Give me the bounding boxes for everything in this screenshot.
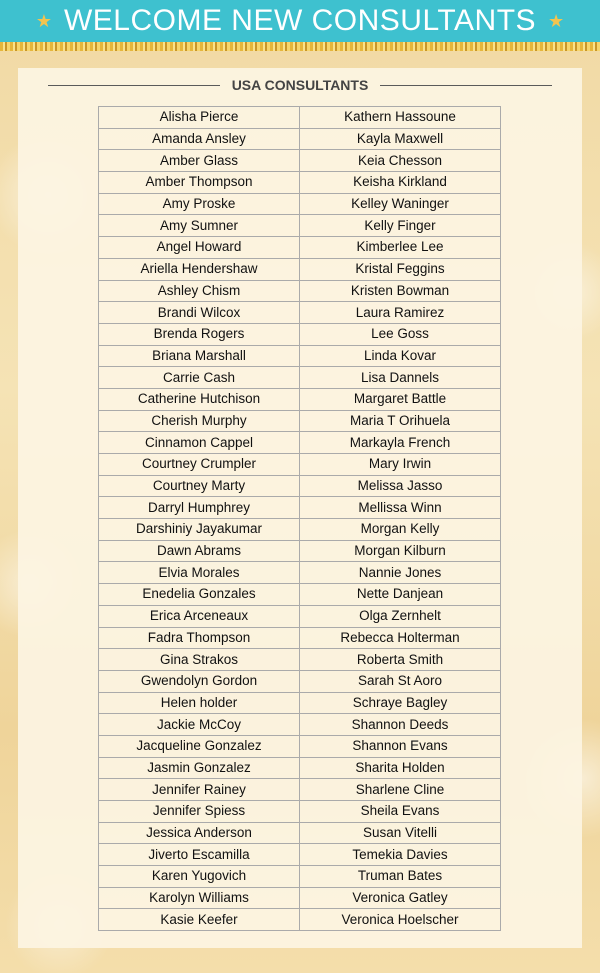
consultant-name: Jennifer Rainey [99, 779, 300, 801]
consultant-name: Linda Kovar [300, 345, 501, 367]
table-row [99, 367, 501, 389]
consultant-name: Sharlene Cline [300, 779, 501, 801]
consultant-name: Markayla French [300, 432, 501, 454]
table-row [99, 605, 501, 627]
table-row [99, 150, 501, 172]
consultant-name: Gwendolyn Gordon [99, 670, 300, 692]
consultant-card [18, 68, 582, 948]
table-row [99, 584, 501, 606]
consultant-name: Nette Danjean [300, 584, 501, 606]
consultant-name: Angel Howard [99, 237, 300, 259]
table-row [99, 735, 501, 757]
table-row [99, 822, 501, 844]
table-row [99, 649, 501, 671]
consultant-name: Sarah St Aoro [300, 670, 501, 692]
consultant-name: Jennifer Spiess [99, 801, 300, 823]
consultant-name: Kasie Keefer [99, 909, 300, 931]
consultant-name: Temekia Davies [300, 844, 501, 866]
table-row [99, 714, 501, 736]
consultant-name: Kathern Hassoune [300, 107, 501, 129]
consultant-name: Sharita Holden [300, 757, 501, 779]
table-row [99, 779, 501, 801]
consultant-name: Truman Bates [300, 866, 501, 888]
table-row [99, 627, 501, 649]
table-row [99, 887, 501, 909]
consultant-name: Jacqueline Gonzalez [99, 735, 300, 757]
consultant-name: Mellissa Winn [300, 497, 501, 519]
table-row [99, 540, 501, 562]
consultant-name: Mary Irwin [300, 454, 501, 476]
consultant-name: Catherine Hutchison [99, 388, 300, 410]
consultant-name: Amber Glass [99, 150, 300, 172]
consultant-name: Dawn Abrams [99, 540, 300, 562]
consultant-name: Morgan Kelly [300, 519, 501, 541]
table-row [99, 410, 501, 432]
table-row [99, 172, 501, 194]
table-row [99, 302, 501, 324]
table-row [99, 844, 501, 866]
consultant-name: Brandi Wilcox [99, 302, 300, 324]
consultant-name: Jiverto Escamilla [99, 844, 300, 866]
consultant-name: Amy Proske [99, 193, 300, 215]
consultant-name: Karen Yugovich [99, 866, 300, 888]
consultant-name: Veronica Hoelscher [300, 909, 501, 931]
table-row [99, 692, 501, 714]
consultant-name: Kelley Waninger [300, 193, 501, 215]
table-row [99, 670, 501, 692]
divider [48, 85, 220, 86]
consultant-name: Fadra Thompson [99, 627, 300, 649]
table-row [99, 562, 501, 584]
table-row [99, 757, 501, 779]
table-row [99, 345, 501, 367]
consultant-name: Alisha Pierce [99, 107, 300, 129]
consultant-name: Lee Goss [300, 323, 501, 345]
header-banner [0, 0, 600, 42]
table-row [99, 475, 501, 497]
table-row [99, 454, 501, 476]
table-row [99, 193, 501, 215]
consultants-table [98, 106, 501, 931]
consultant-name: Sheila Evans [300, 801, 501, 823]
page-title: WELCOME NEW CONSULTANTS [63, 4, 537, 37]
table-row [99, 128, 501, 150]
consultant-name: Ariella Hendershaw [99, 258, 300, 280]
consultant-name: Darshiniy Jayakumar [99, 519, 300, 541]
table-row [99, 107, 501, 129]
table-row [99, 909, 501, 931]
consultant-name: Keisha Kirkland [300, 172, 501, 194]
consultant-name: Cherish Murphy [99, 410, 300, 432]
consultant-name: Margaret Battle [300, 388, 501, 410]
glitter-border [0, 42, 600, 51]
consultant-name: Erica Arceneaux [99, 605, 300, 627]
consultant-name: Brenda Rogers [99, 323, 300, 345]
table-row [99, 237, 501, 259]
consultant-name: Nannie Jones [300, 562, 501, 584]
consultant-name: Courtney Marty [99, 475, 300, 497]
table-row [99, 519, 501, 541]
consultant-name: Jessica Anderson [99, 822, 300, 844]
table-row [99, 866, 501, 888]
consultant-name: Karolyn Williams [99, 887, 300, 909]
consultant-name: Helen holder [99, 692, 300, 714]
consultant-name: Carrie Cash [99, 367, 300, 389]
table-row [99, 280, 501, 302]
section-header [48, 68, 552, 102]
table-row [99, 432, 501, 454]
consultant-name: Roberta Smith [300, 649, 501, 671]
consultant-name: Schraye Bagley [300, 692, 501, 714]
consultant-name: Elvia Morales [99, 562, 300, 584]
consultant-name: Olga Zernhelt [300, 605, 501, 627]
star-icon: ★ [35, 11, 52, 31]
consultant-name: Darryl Humphrey [99, 497, 300, 519]
consultant-name: Amanda Ansley [99, 128, 300, 150]
consultant-name: Susan Vitelli [300, 822, 501, 844]
consultant-name: Shannon Deeds [300, 714, 501, 736]
consultant-name: Morgan Kilburn [300, 540, 501, 562]
table-row [99, 497, 501, 519]
table-row [99, 215, 501, 237]
table-row [99, 258, 501, 280]
consultant-name: Ashley Chism [99, 280, 300, 302]
consultant-name: Kristal Feggins [300, 258, 501, 280]
consultant-name: Veronica Gatley [300, 887, 501, 909]
consultant-name: Lisa Dannels [300, 367, 501, 389]
section-title: USA CONSULTANTS [231, 77, 369, 93]
consultant-name: Gina Strakos [99, 649, 300, 671]
consultant-name: Kimberlee Lee [300, 237, 501, 259]
table-row [99, 323, 501, 345]
consultant-name: Rebecca Holterman [300, 627, 501, 649]
consultant-name: Shannon Evans [300, 735, 501, 757]
divider [380, 85, 552, 86]
consultant-name: Kelly Finger [300, 215, 501, 237]
consultant-name: Maria T Orihuela [300, 410, 501, 432]
consultant-name: Kristen Bowman [300, 280, 501, 302]
consultant-name: Cinnamon Cappel [99, 432, 300, 454]
consultant-name: Amber Thompson [99, 172, 300, 194]
consultant-name: Amy Sumner [99, 215, 300, 237]
consultant-name: Briana Marshall [99, 345, 300, 367]
consultant-name: Laura Ramirez [300, 302, 501, 324]
star-icon: ★ [548, 11, 565, 31]
consultant-name: Melissa Jasso [300, 475, 501, 497]
consultant-name: Kayla Maxwell [300, 128, 501, 150]
consultant-name: Jackie McCoy [99, 714, 300, 736]
consultant-name: Jasmin Gonzalez [99, 757, 300, 779]
consultant-name: Courtney Crumpler [99, 454, 300, 476]
consultant-name: Keia Chesson [300, 150, 501, 172]
table-row [99, 801, 501, 823]
consultant-name: Enedelia Gonzales [99, 584, 300, 606]
table-row [99, 388, 501, 410]
